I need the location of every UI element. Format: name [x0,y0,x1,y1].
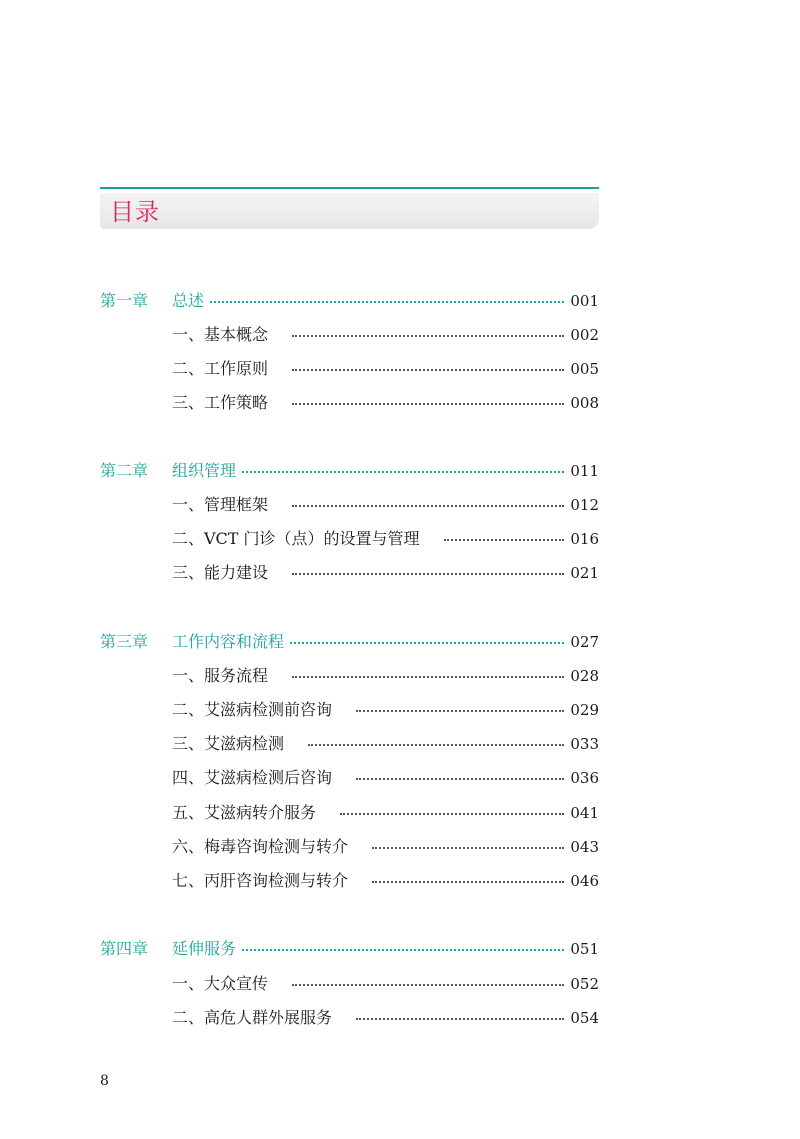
section-title: 三、能力建设 [172,563,269,582]
toc-section-row[interactable] [100,320,599,350]
chapter-title: 工作内容和流程 [172,632,285,651]
toc-section-row[interactable] [100,695,599,725]
toc-section-row[interactable] [100,354,599,384]
toc-section-row[interactable] [100,866,599,896]
toc-section-row[interactable] [100,524,599,554]
dot-leader [210,301,564,303]
section-title: 二、艾滋病检测前咨询 [172,700,333,719]
dot-leader [444,539,565,541]
section-title: 一、大众宣传 [172,974,269,993]
dot-leader [356,778,564,780]
dot-leader [292,505,564,507]
page-number: 051 [570,940,599,958]
toc-section-row[interactable] [100,729,599,759]
dot-leader [372,881,564,883]
chapter-title: 组织管理 [172,461,237,480]
page-number: 012 [570,496,599,514]
dot-leader [292,369,564,371]
section-title: 一、基本概念 [172,325,269,344]
page-number: 036 [570,769,599,787]
toc-section-row[interactable] [100,661,599,691]
page-number: 054 [570,1009,599,1027]
page-number: 041 [570,804,599,822]
page-number: 021 [570,564,599,582]
page-number: 016 [570,530,599,548]
dot-leader [356,710,564,712]
section-title: 一、管理框架 [172,495,269,514]
section-title: 五、艾滋病转介服务 [172,803,317,822]
page-number: 008 [570,394,599,412]
section-title: 二、VCT 门诊（点）的设置与管理 [172,529,420,548]
toc-section-row[interactable] [100,490,599,520]
toc-section-row[interactable] [100,1003,599,1033]
page-number: 046 [570,872,599,890]
section-title: 二、高危人群外展服务 [172,1008,333,1027]
dot-leader [292,984,564,986]
section-title: 六、梅毒咨询检测与转介 [172,837,349,856]
page-number: 028 [570,667,599,685]
section-title: 七、丙肝咨询检测与转介 [172,871,349,890]
toc-chapter-row[interactable] [100,286,599,316]
toc-chapter-row[interactable] [100,934,599,964]
toc-chapter-row[interactable] [100,627,599,657]
dot-leader [372,847,564,849]
chapter-number: 第四章 [100,939,149,958]
dot-leader [340,813,564,815]
header-band [100,193,599,229]
toc-section-row[interactable] [100,832,599,862]
section-title: 三、工作策略 [172,393,269,412]
chapter-title: 延伸服务 [172,939,237,958]
page-number: 052 [570,975,599,993]
section-title: 四、艾滋病检测后咨询 [172,768,333,787]
chapter-number: 第一章 [100,291,149,310]
page-number: 002 [570,326,599,344]
dot-leader [292,335,564,337]
page-number: 001 [570,292,599,310]
page-number: 027 [570,633,599,651]
toc-section-row[interactable] [100,763,599,793]
section-title: 三、艾滋病检测 [172,734,285,753]
chapter-number: 第三章 [100,632,149,651]
toc-chapter-row[interactable] [100,456,599,486]
dot-leader [292,676,564,678]
section-title: 一、服务流程 [172,666,269,685]
toc-header [100,187,599,229]
page-number: 005 [570,360,599,378]
chapter-number: 第二章 [100,461,149,480]
page-number: 029 [570,701,599,719]
dot-leader [308,744,564,746]
dot-leader [242,471,564,473]
toc-section-row[interactable] [100,388,599,418]
page-number: 033 [570,735,599,753]
toc-section-row[interactable] [100,969,599,999]
dot-leader [292,403,564,405]
page-title: 目录 [110,198,160,226]
section-title: 二、工作原则 [172,359,269,378]
toc-section-row[interactable] [100,798,599,828]
dot-leader [292,573,564,575]
dot-leader [290,642,564,644]
page-number: 011 [570,462,599,480]
chapter-title: 总述 [172,291,205,310]
toc-section-row[interactable] [100,558,599,588]
page-folio: 8 [100,1073,109,1089]
header-rule [100,187,599,189]
page-number: 043 [570,838,599,856]
dot-leader [356,1018,564,1020]
dot-leader [242,949,564,951]
